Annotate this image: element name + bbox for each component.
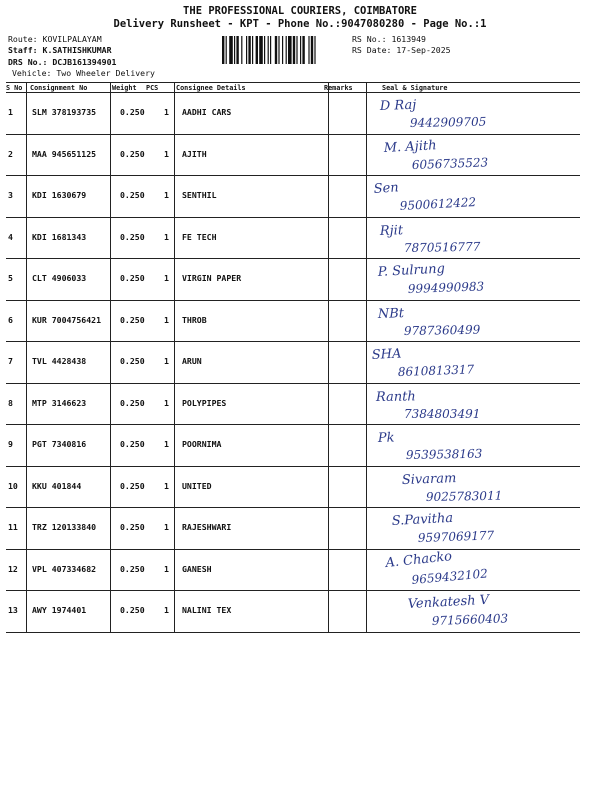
row-sno: 8: [8, 397, 13, 408]
signature-name: Sivaram: [401, 470, 457, 488]
row-pcs: 1: [164, 605, 169, 615]
signature-phone: 9025783011: [425, 488, 503, 504]
row-consignee: GANESH: [182, 563, 212, 574]
signature-name: SHA: [371, 346, 402, 363]
handwritten-signature: [380, 94, 570, 138]
handwritten-signature: [384, 548, 576, 595]
signature-name: S.Pavitha: [391, 510, 454, 529]
signature-name: Ranth: [375, 388, 416, 405]
row-consignment-no: SLM 378193735: [32, 107, 97, 117]
row-consignment-no: KDI 1630679: [32, 190, 87, 200]
signature-phone: 7384803491: [404, 406, 481, 421]
handwritten-signature: [384, 136, 574, 180]
table-row: [6, 341, 580, 382]
signature-phone: 9597069177: [417, 528, 495, 545]
row-consignee: AADHI CARS: [182, 107, 232, 117]
table-row: [6, 175, 580, 216]
row-sno: 10: [8, 480, 18, 491]
route-line: [8, 34, 102, 44]
route-label: Route:: [8, 34, 38, 44]
runsheet-subtitle: Delivery Runsheet - KPT - Phone No.:9047080280 - Page No.:1: [113, 18, 487, 30]
route-value: KOVILPALAYAM: [42, 34, 102, 44]
row-consignee: VIRGIN PAPER: [182, 273, 242, 283]
handwritten-signature: [392, 509, 582, 553]
row-consignment-no: KDI 1681343: [32, 231, 87, 242]
rs-date-line: [352, 45, 451, 55]
table-row: [6, 258, 580, 299]
signature-phone: 9659432102: [411, 565, 489, 587]
row-consignment-no: AWY 1974401: [32, 605, 87, 615]
col-header-signature: Seal & Signature: [382, 84, 448, 92]
table-top-rule: [6, 82, 580, 83]
row-pcs: 1: [164, 439, 169, 449]
rs-date-label: RS Date:: [352, 45, 392, 55]
signature-phone: 7870516777: [403, 239, 481, 255]
row-weight: 0.250: [120, 231, 145, 242]
signature-phone: 8610813317: [397, 362, 475, 379]
handwritten-signature: [378, 302, 568, 346]
rs-date-value: 17-Sep-2025: [396, 45, 451, 55]
table-row: [6, 507, 580, 548]
row-weight: 0.250: [120, 563, 145, 574]
row-consignee: POLYPIPES: [182, 397, 227, 408]
signature-phone: 9539538163: [405, 446, 483, 462]
row-consignment-no: MTP 3146623: [32, 397, 87, 408]
row-pcs: 1: [164, 356, 169, 366]
row-weight: 0.250: [120, 356, 145, 366]
drs-line: [8, 57, 116, 67]
staff-line: [8, 45, 112, 55]
row-weight: 0.250: [120, 605, 145, 615]
row-sno: 7: [8, 356, 13, 366]
signature-name: D Raj: [379, 97, 417, 114]
table-row: [6, 134, 580, 175]
row-consignee: SENTHIL: [182, 190, 217, 200]
signature-name: Venkatesh V: [407, 592, 490, 612]
row-consignee: NALINI TEX: [182, 605, 232, 615]
table-row: [6, 549, 580, 590]
row-pcs: 1: [164, 190, 169, 200]
row-weight: 0.250: [120, 522, 145, 532]
row-weight: 0.250: [120, 107, 145, 117]
row-pcs: 1: [164, 231, 169, 242]
row-consignment-no: PGT 7340816: [32, 439, 87, 449]
vehicle-label: Vehicle:: [12, 68, 52, 78]
staff-value: K.SATHISHKUMAR: [42, 45, 112, 55]
signature-phone: 9787360499: [403, 322, 481, 338]
row-sno: 2: [8, 148, 13, 159]
handwritten-signature: [380, 219, 570, 263]
row-sno: 13: [8, 605, 18, 615]
table-row: [6, 92, 580, 133]
runsheet-table: [6, 82, 580, 633]
staff-label: Staff:: [8, 45, 38, 55]
signature-phone: 9500612422: [399, 195, 477, 213]
signature-phone: 9715660403: [431, 611, 509, 628]
drs-label: DRS No.:: [8, 57, 48, 67]
row-weight: 0.250: [120, 480, 145, 491]
signature-phone: 6056735523: [411, 154, 489, 172]
handwritten-signature: [374, 177, 564, 221]
handwritten-signature: [376, 385, 566, 429]
signature-name: M. Ajith: [383, 137, 437, 156]
row-pcs: 1: [164, 148, 169, 159]
barcode-image: [222, 36, 346, 64]
signature-name: Rjit: [379, 222, 404, 239]
row-weight: 0.250: [120, 273, 145, 283]
row-sno: 11: [8, 522, 18, 532]
row-consignment-no: MAA 945651125: [32, 148, 97, 159]
row-consignee: POORNIMA: [182, 439, 222, 449]
col-header-sno: S No: [6, 84, 23, 92]
row-pcs: 1: [164, 522, 169, 532]
row-pcs: 1: [164, 273, 169, 283]
row-sno: 4: [8, 231, 13, 242]
col-header-remarks: Remarks: [324, 84, 353, 92]
col-header-consignee: Consignee Details: [176, 84, 246, 92]
vehicle-line: [12, 68, 155, 78]
table-row: [6, 383, 580, 424]
row-consignment-no: CLT 4906033: [32, 273, 87, 283]
handwritten-signature: [378, 260, 568, 304]
row-weight: 0.250: [120, 148, 145, 159]
row-weight: 0.250: [120, 439, 145, 449]
signature-name: P. Sulrung: [377, 261, 446, 280]
handwritten-signature: [408, 592, 598, 636]
handwritten-signature: [378, 426, 568, 470]
rs-no-label: RS No.:: [352, 34, 387, 44]
row-consignee: FE TECH: [182, 231, 217, 242]
col-header-weight: Weight: [112, 84, 137, 92]
signature-phone: 9994990983: [407, 279, 485, 296]
row-sno: 6: [8, 314, 13, 325]
row-sno: 3: [8, 190, 13, 200]
table-row: [6, 590, 580, 631]
row-weight: 0.250: [120, 397, 145, 408]
signature-phone: 9442909705: [409, 114, 487, 130]
signature-name: NBt: [377, 305, 405, 322]
row-sno: 12: [8, 563, 18, 574]
row-pcs: 1: [164, 314, 169, 325]
row-sno: 9: [8, 439, 13, 449]
row-pcs: 1: [164, 397, 169, 408]
row-pcs: 1: [164, 563, 169, 574]
company-title: THE PROFESSIONAL COURIERS, COIMBATORE: [183, 5, 417, 17]
row-consignee: ARUN: [182, 356, 202, 366]
col-header-pcs: PCS: [146, 84, 159, 92]
table-row: [6, 466, 580, 507]
col-header-consignment: Consignment No: [30, 84, 88, 92]
signature-name: Pk: [377, 430, 395, 446]
table-row: [6, 217, 580, 258]
row-consignee: RAJESHWARI: [182, 522, 232, 532]
row-consignment-no: KUR 7004756421: [32, 314, 102, 325]
row-pcs: 1: [164, 480, 169, 491]
row-sno: 5: [8, 273, 13, 283]
drs-value: DCJB161394901: [52, 57, 117, 67]
row-weight: 0.250: [120, 190, 145, 200]
row-consignment-no: KKU 401844: [32, 480, 82, 491]
handwritten-signature: [402, 468, 592, 512]
row-consignment-no: VPL 407334682: [32, 563, 97, 574]
row-pcs: 1: [164, 107, 169, 117]
rs-no-line: [352, 34, 426, 44]
handwritten-signature: [372, 343, 562, 387]
table-row: [6, 300, 580, 341]
row-weight: 0.250: [120, 314, 145, 325]
row-consignment-no: TVL 4428438: [32, 356, 87, 366]
row-consignee: AJITH: [182, 148, 207, 159]
signature-name: A. Chacko: [384, 548, 453, 571]
row-sno: 1: [8, 107, 13, 117]
vehicle-value: Two Wheeler Delivery: [56, 68, 155, 78]
rs-no-value: 1613949: [391, 34, 426, 44]
table-row: [6, 424, 580, 465]
row-consignment-no: TRZ 120133840: [32, 522, 97, 532]
row-consignee: UNITED: [182, 480, 212, 491]
row-consignee: THROB: [182, 314, 207, 325]
signature-name: Sen: [373, 180, 400, 197]
